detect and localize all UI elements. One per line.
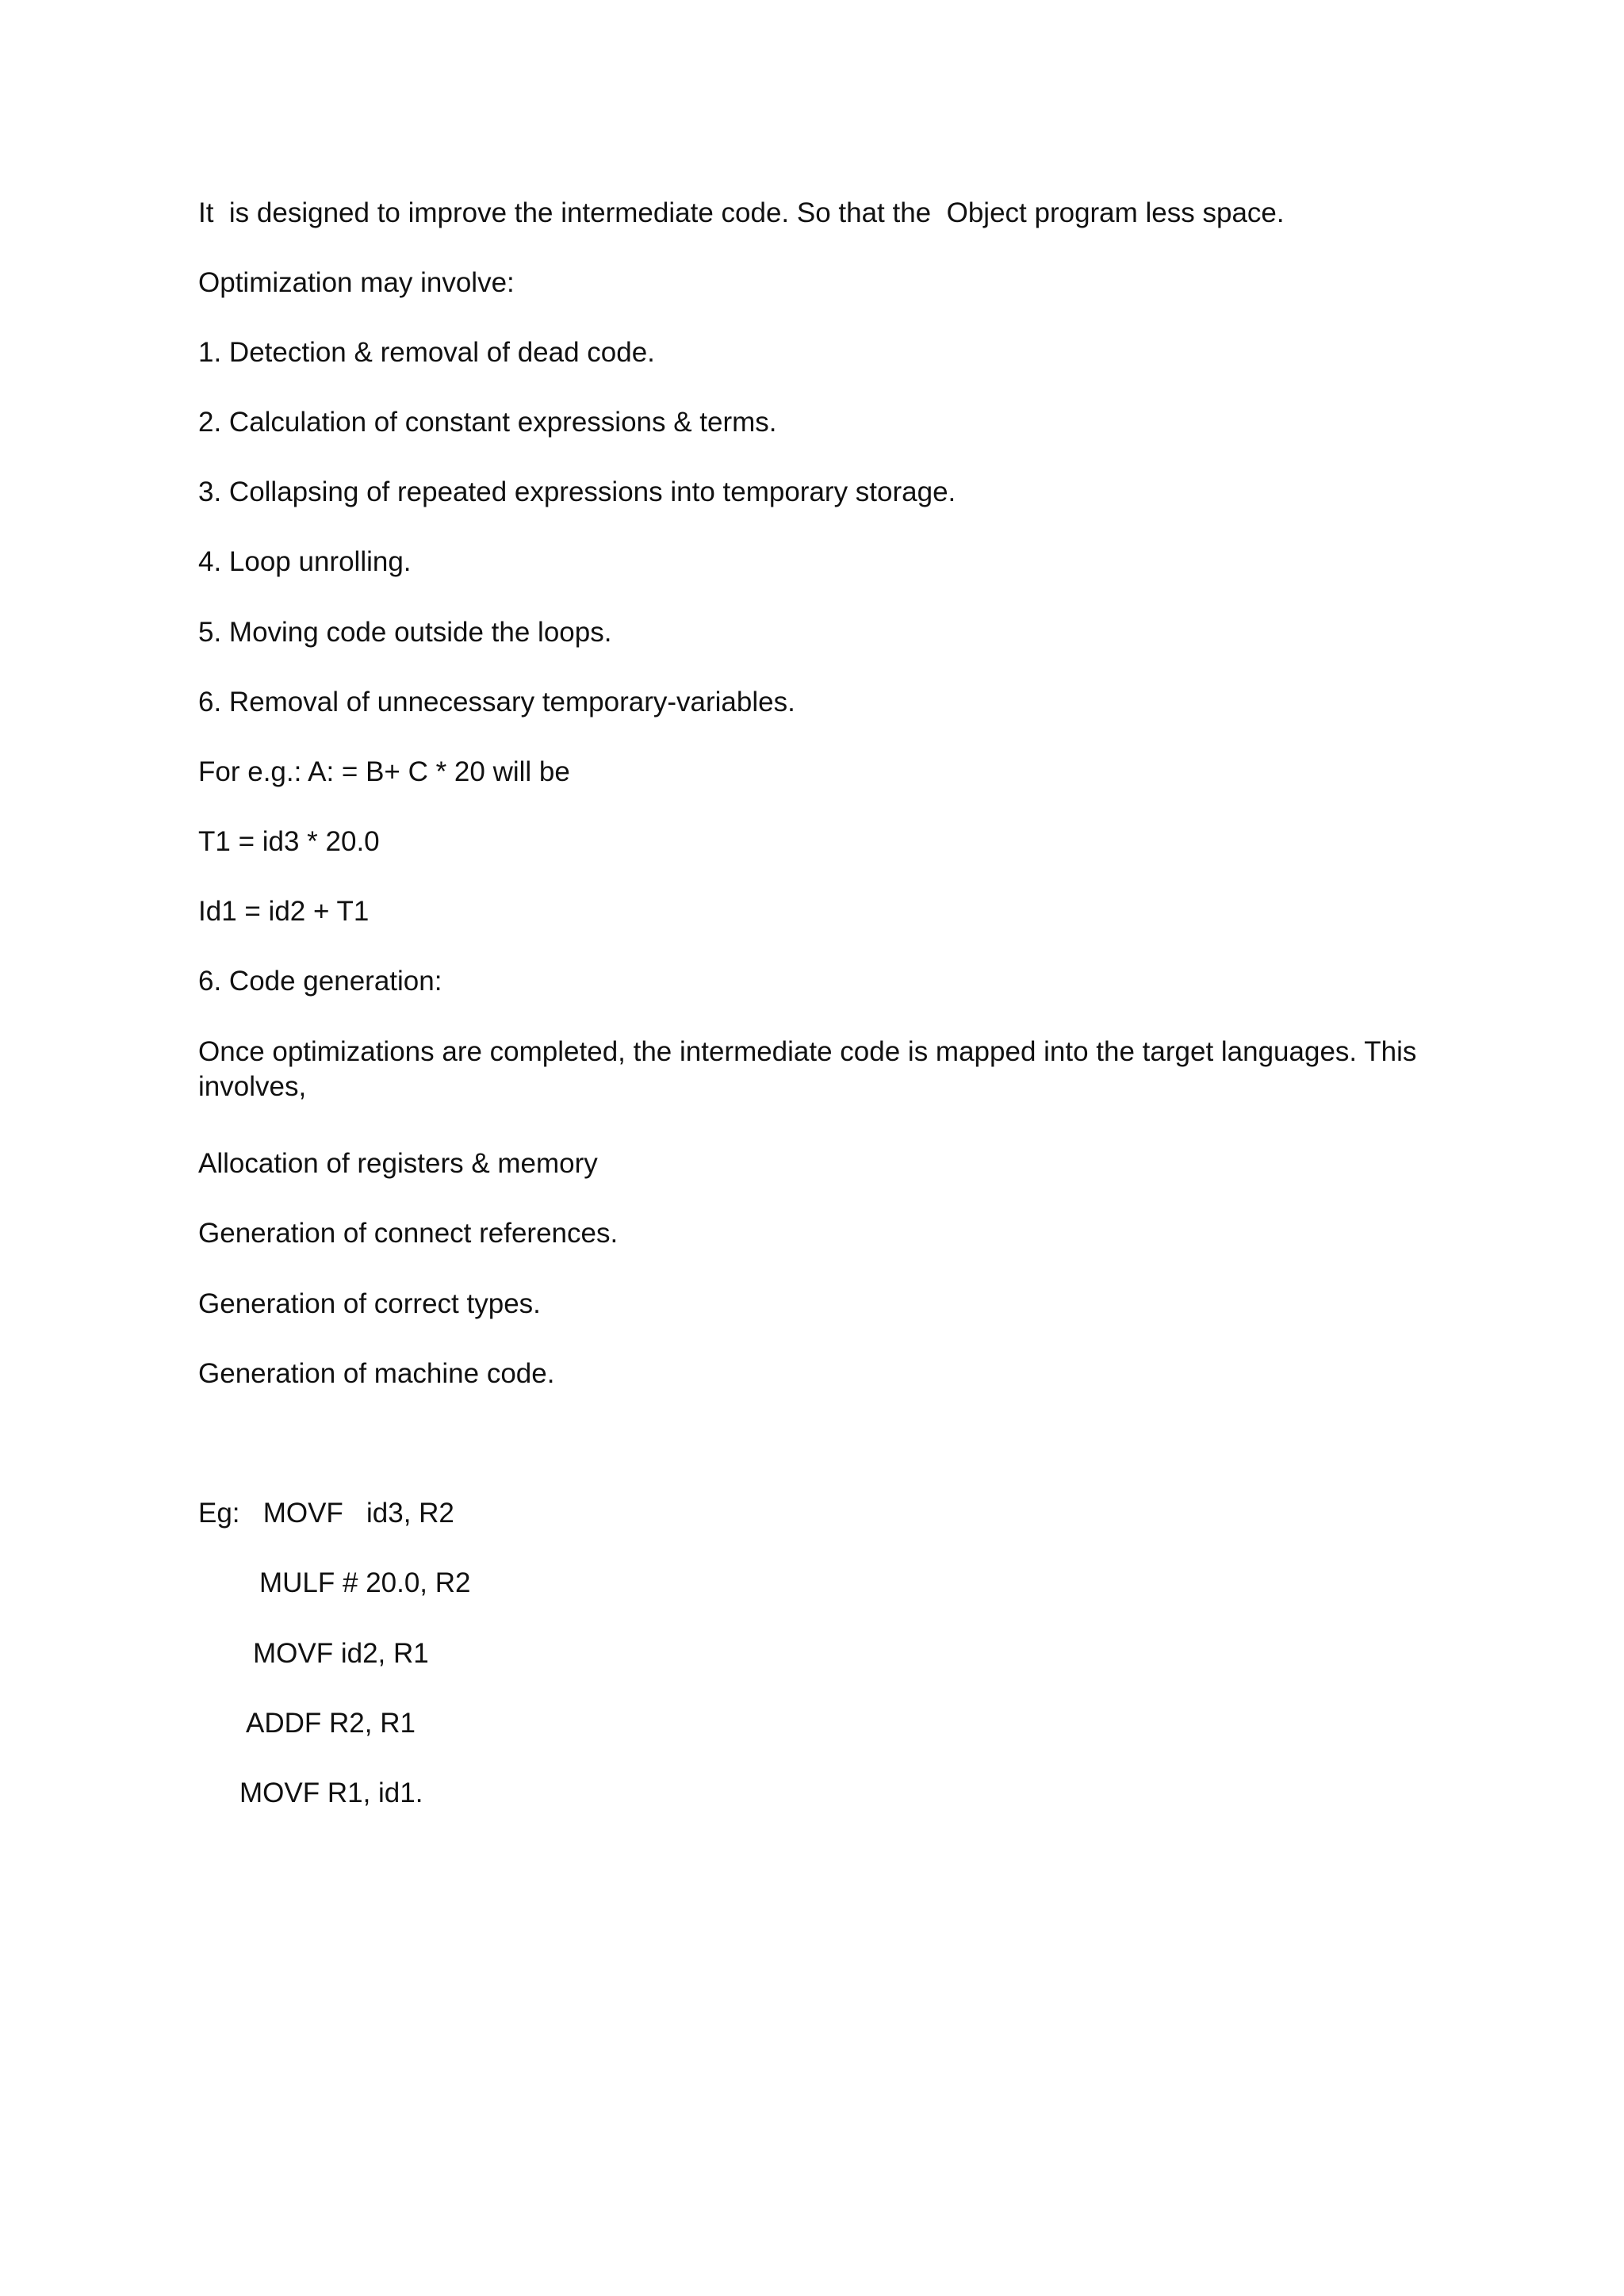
code-generation-item-1: Allocation of registers & memory — [198, 1148, 598, 1179]
optimization-item-6: 6. Removal of unnecessary temporary-variables. — [198, 687, 795, 718]
optimization-heading: Optimization may involve: — [198, 267, 515, 298]
example-intro: For e.g.: A: = B+ C * 20 will be — [198, 756, 570, 787]
optimization-item-4: 4. Loop unrolling. — [198, 546, 412, 577]
machine-code-line-4: ADDF R2, R1 — [246, 1708, 416, 1739]
machine-code-line-3: MOVF id2, R1 — [253, 1638, 429, 1669]
optimization-item-2: 2. Calculation of constant expressions & terms. — [198, 407, 777, 438]
intro-text: It is designed to improve the intermediate code. So that the Object program less space. — [198, 197, 1285, 228]
optimization-item-1: 1. Detection & removal of dead code. — [198, 337, 655, 368]
machine-code-line-1: Eg: MOVF id3, R2 — [198, 1498, 454, 1529]
code-generation-heading: 6. Code generation: — [198, 966, 442, 997]
code-generation-item-4: Generation of machine code. — [198, 1358, 555, 1389]
optimization-item-3: 3. Collapsing of repeated expressions into temporary storage. — [198, 476, 956, 507]
machine-code-line-5: MOVF R1, id1. — [239, 1777, 423, 1808]
optimization-item-5: 5. Moving code outside the loops. — [198, 617, 612, 648]
code-generation-item-2: Generation of connect references. — [198, 1218, 619, 1249]
example-line-2: Id1 = id2 + T1 — [198, 896, 370, 927]
machine-code-line-2: MULF # 20.0, R2 — [259, 1567, 471, 1598]
example-line-1: T1 = id3 * 20.0 — [198, 826, 380, 857]
code-generation-item-3: Generation of correct types. — [198, 1288, 541, 1319]
code-generation-paragraph: Once optimizations are completed, the intermediate code is mapped into the target languages. This involves, — [198, 1036, 1417, 1102]
